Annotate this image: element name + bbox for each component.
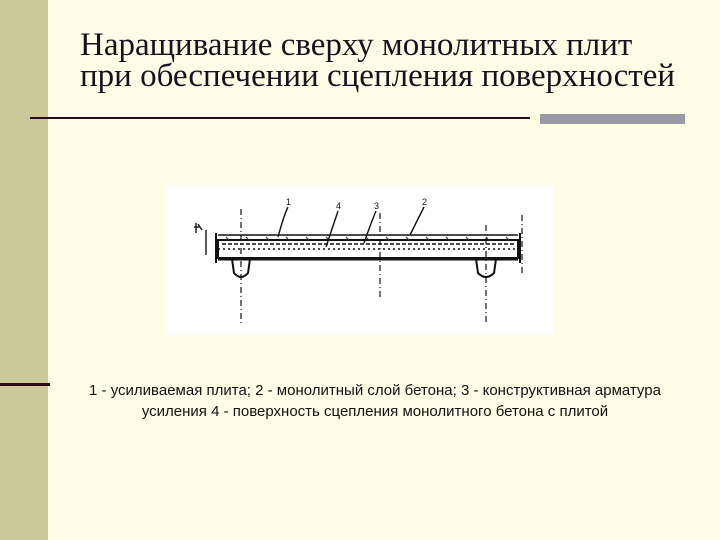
slab-section-drawing — [166, 185, 553, 335]
leader-1 — [278, 207, 288, 237]
figure-caption: 1 - усиливаемая плита; 2 - монолитный слой бетона; 3 - конструктивная арматура усиления 4 - поверхность сцепления монолитного бетона с плитой — [89, 382, 661, 420]
left-accent-line — [0, 383, 50, 386]
slab-section-svg — [166, 185, 553, 335]
callout-2: 2 — [422, 197, 428, 207]
left-accent-bar — [0, 0, 48, 540]
callout-4: 4 — [336, 201, 342, 211]
leader-4 — [326, 211, 338, 247]
title-underline — [30, 117, 530, 119]
leader-2 — [410, 207, 424, 235]
leader-3 — [364, 211, 376, 243]
callout-1: 1 — [286, 197, 292, 207]
slide-title: Наращивание сверху монолитных плит при обеспечении сцепления поверхностей — [80, 27, 676, 94]
title-underline-accent — [540, 114, 685, 124]
callout-3: 3 — [374, 201, 380, 211]
left-end-mark — [194, 223, 202, 233]
